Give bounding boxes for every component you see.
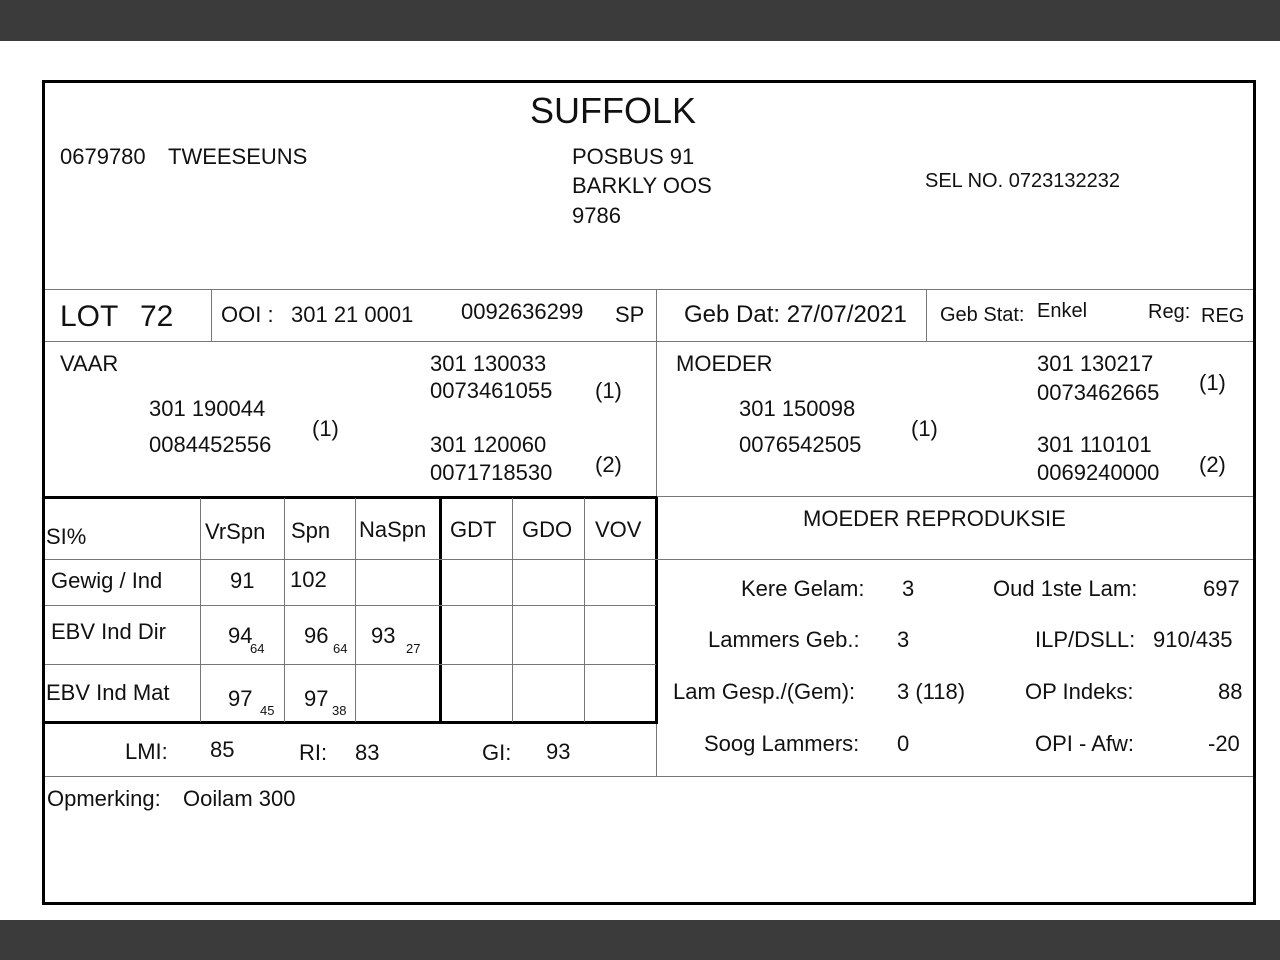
lmi-value: 85 [210,737,235,762]
vaar-id: 301 190044 [149,396,266,421]
vaar-label: VAAR [60,351,119,376]
ilp-dsll-value: 910/435 [1153,627,1233,652]
birth-date: Geb Dat: 27/07/2021 [684,301,907,328]
ebv-mat-vrspn: 97 [228,686,253,711]
address-line-3: 9786 [572,203,621,228]
opi-afw-label: OPI - Afw: [1035,731,1135,756]
ebv-mat-vrspn-accuracy: 45 [260,703,275,718]
remarks-value: Ooilam 300 [183,786,296,811]
col-header-gdt: GDT [450,517,497,542]
col-header-vrspn: VrSpn [205,519,266,544]
op-indeks-label: OP Indeks: [1025,679,1134,704]
opi-afw-value: -20 [1208,731,1240,756]
divider [45,559,1253,560]
sp-label: SP [615,302,645,327]
divider [512,498,513,722]
ebv-mat-spn: 97 [304,686,329,711]
moeder-sire-id: 301 130217 [1037,351,1154,376]
table-border-mid [439,496,442,724]
card-border-left [42,80,45,905]
reg-label: Reg: [1148,301,1191,323]
vaar-dam-mark: (2) [595,452,622,477]
kere-gelam-label: Kere Gelam: [741,576,865,601]
oud-1ste-lam-value: 697 [1203,576,1240,601]
lam-gesp-value: 3 (118) [897,679,966,704]
card-border-right [1253,80,1256,905]
col-header-gdo: GDO [522,517,573,542]
ooi-id: 301 21 0001 [291,302,414,327]
ooi-reg-number: 0092636299 [461,299,584,324]
table-corner-label: SI% [46,524,87,549]
divider [45,776,1253,777]
gi-label: GI: [482,740,512,765]
divider [656,289,657,341]
table-border-bottom [44,721,658,724]
divider [656,341,657,498]
col-header-spn: Spn [291,518,331,543]
vaar-mark: (1) [312,416,339,441]
ilp-dsll-label: ILP/DSLL: [1035,627,1136,652]
bottom-dark-bar [0,920,1280,960]
breed-title: SUFFOLK [530,90,697,131]
gi-value: 93 [546,739,571,764]
ebv-dir-naspn-accuracy: 27 [406,641,421,656]
vaar-dam-reg: 0071718530 [430,460,553,485]
lot-number: 72 [140,300,174,333]
ooi-label: OOI : [221,302,274,327]
table-border-right [655,496,658,724]
divider [657,496,1253,497]
lam-gesp-label: Lam Gesp./(Gem): [673,679,856,704]
ebv-dir-vrspn-accuracy: 64 [250,641,265,656]
lammers-geb-value: 3 [897,627,910,652]
vaar-sire-mark: (1) [595,378,622,403]
divider [45,289,1253,290]
vaar-dam-id: 301 120060 [430,432,547,457]
col-header-naspn: NaSpn [359,517,427,542]
row-label-ebv-dir: EBV Ind Dir [51,619,166,644]
vaar-reg: 0084452556 [149,432,272,457]
geb-stat-value: Enkel [1037,300,1088,322]
divider [200,498,201,722]
divider [45,341,1253,342]
row-label-gewig: Gewig / Ind [51,568,163,593]
moeder-id: 301 150098 [739,396,856,421]
moeder-dam-id: 301 110101 [1037,432,1152,457]
oud-1ste-lam-label: Oud 1ste Lam: [993,576,1138,601]
reproduction-title: MOEDER REPRODUKSIE [803,506,1066,531]
soog-lammers-value: 0 [897,731,910,756]
divider [284,498,285,722]
moeder-sire-mark: (1) [1199,370,1226,395]
reg-value: REG [1201,305,1245,327]
moeder-label: MOEDER [676,351,773,376]
moeder-dam-mark: (2) [1199,452,1226,477]
divider [656,724,657,776]
phone-number: SEL NO. 0723132232 [925,170,1120,192]
table-border-top [44,496,658,499]
owner-name: TWEESEUNS [168,144,308,169]
ebv-dir-spn-accuracy: 64 [333,641,348,656]
card-border-top [44,80,1256,83]
remarks-label: Opmerking: [47,786,161,811]
divider [45,664,656,665]
gewig-vrspn: 91 [230,568,255,593]
top-dark-bar [0,0,1280,41]
address-line-1: POSBUS 91 [572,144,695,169]
ri-value: 83 [355,740,380,765]
col-header-vov: VOV [595,517,642,542]
divider [45,605,656,606]
divider [926,289,927,341]
soog-lammers-label: Soog Lammers: [704,731,860,756]
ebv-dir-vrspn: 94 [228,623,253,648]
card-border-bottom [42,902,1254,905]
op-indeks-value: 88 [1218,679,1243,704]
owner-code: 0679780 [60,144,146,169]
row-label-ebv-mat: EBV Ind Mat [46,680,170,705]
moeder-reg: 0076542505 [739,432,862,457]
divider [355,498,356,722]
lmi-label: LMI: [125,739,168,764]
moeder-sire-reg: 0073462665 [1037,380,1160,405]
lammers-geb-label: Lammers Geb.: [708,627,860,652]
vaar-sire-reg: 0073461055 [430,378,553,403]
ebv-dir-naspn: 93 [371,623,396,648]
moeder-mark: (1) [911,416,938,441]
lot-label: LOT [60,300,119,333]
geb-stat-label: Geb Stat: [940,304,1025,326]
divider [584,498,585,722]
kere-gelam-value: 3 [902,576,915,601]
ri-label: RI: [299,740,328,765]
ebv-dir-spn: 96 [304,623,329,648]
vaar-sire-id: 301 130033 [430,351,547,376]
moeder-dam-reg: 0069240000 [1037,460,1160,485]
divider [211,289,212,341]
ebv-mat-spn-accuracy: 38 [332,703,347,718]
gewig-spn: 102 [290,567,327,592]
address-line-2: BARKLY OOS [572,173,712,198]
